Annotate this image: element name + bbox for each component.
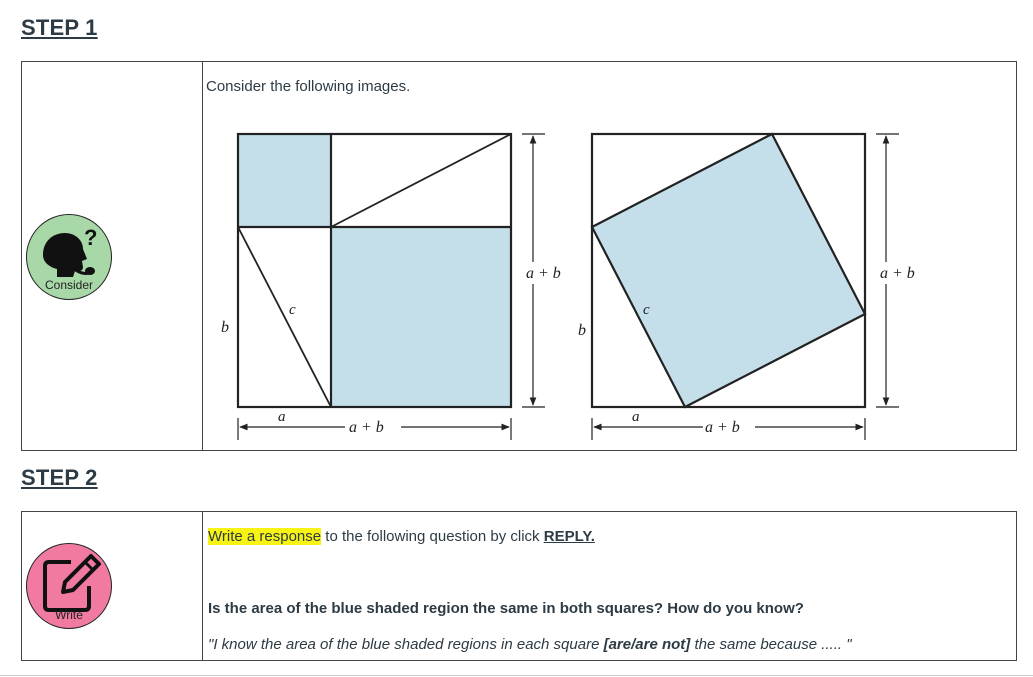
step1-content-cell [203,62,1017,451]
instruction-highlight: Write a response [208,528,322,545]
left-large-square [331,227,511,407]
right-label-bottom: a + b [705,419,740,436]
left-square [238,134,545,440]
right-square [592,134,899,440]
sentence-end: the same because ..... " [690,636,852,653]
consider-badge [26,214,112,300]
step1-heading: STEP 1 [21,15,98,40]
right-label-c: c [643,302,650,318]
left-label-b: b [221,319,229,336]
right-label-side: a + b [880,265,915,282]
instruction-rest: to the following question by click [321,528,544,545]
instruction-line [208,528,595,545]
left-label-c: c [289,302,296,318]
left-label-a: a [278,409,286,425]
step1-icon-cell [22,62,203,451]
write-badge-label: Write [55,608,83,622]
pythagoras-figure [203,122,983,442]
write-badge [26,543,112,629]
step2-table [21,511,1017,661]
bottom-divider [0,675,1033,676]
consider-badge-label: Consider [44,278,94,292]
right-label-a: a [632,409,640,425]
sentence-starter [208,636,852,653]
step2-icon-cell [22,512,203,661]
sentence-start: "I know the area of the blue shaded regions in each square [208,636,604,653]
svg-text:?: ? [84,225,98,250]
question-text: Is the area of the blue shaded region the same in both squares? How do you know? [208,600,804,617]
left-label-side: a + b [526,265,561,282]
sentence-bold: [are/are not] [603,636,691,653]
left-label-bottom: a + b [349,419,384,436]
intro-text: Consider the following images. [206,78,411,95]
step2-content-cell [203,512,1017,661]
step2-heading: STEP 2 [21,465,98,490]
step1-table [21,61,1017,451]
reply-link[interactable]: REPLY. [543,528,595,545]
right-label-b: b [578,322,586,339]
left-small-square [238,134,331,227]
